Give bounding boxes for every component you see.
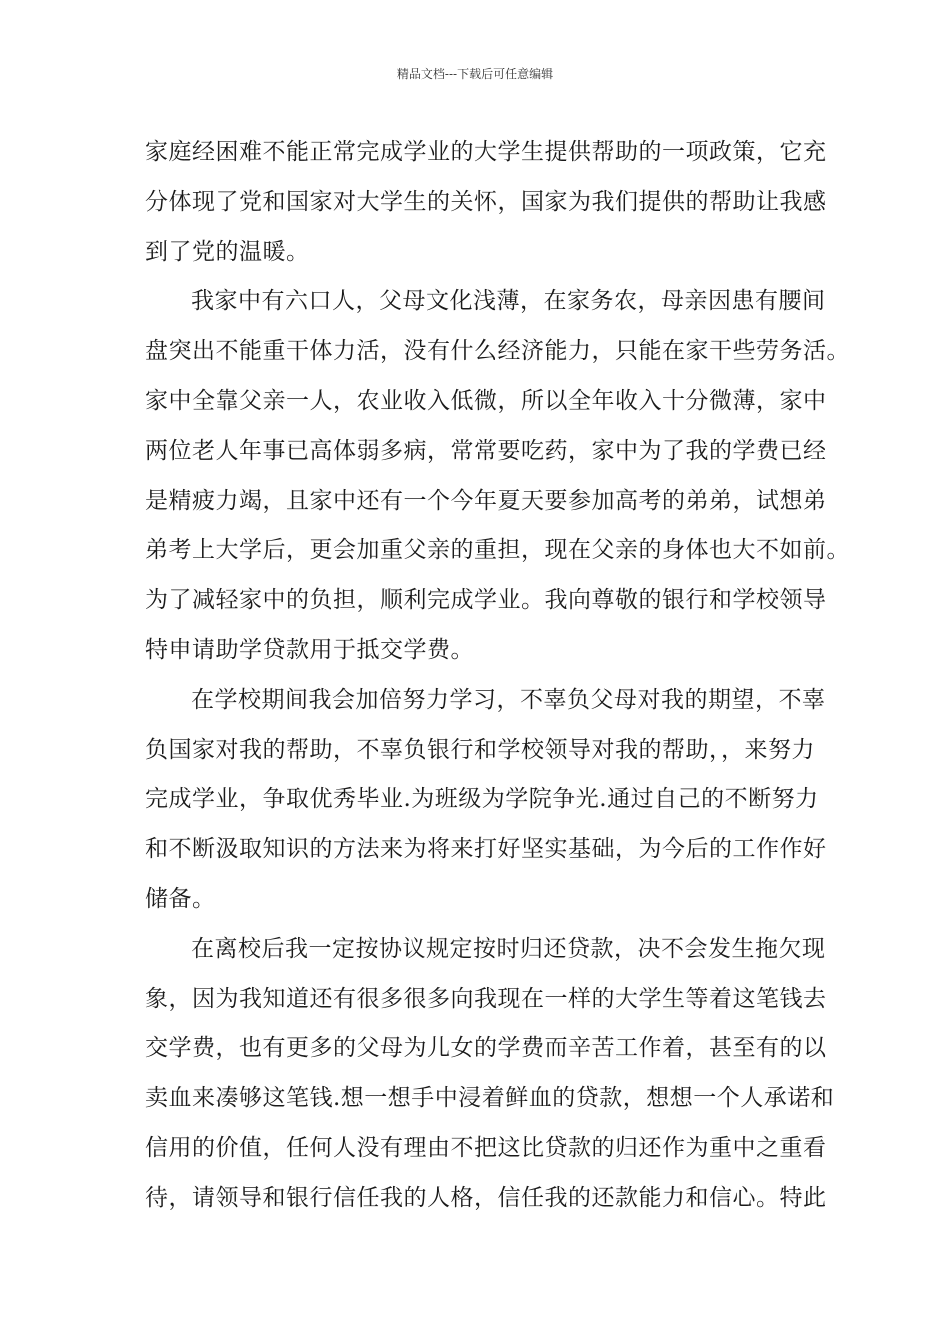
text-line: 负国家对我的帮助，不辜负银行和学校领导对我的帮助，，来努力 — [145, 736, 815, 763]
text-line: 家中全靠父亲一人，农业收入低微，所以全年收入十分微薄，家中 — [145, 387, 827, 414]
text-line: 象，因为我知道还有很多很多向我现在一样的大学生等着这笔钱去 — [145, 985, 827, 1012]
text-line: 卖血来凑够这笔钱.想一想手中浸着鲜血的贷款，想想一个人承诺和 — [145, 1085, 835, 1112]
text-line: 完成学业，争取优秀毕业.为班级为学院争光.通过自己的不断努力 — [145, 786, 819, 813]
text-line: 交学费，也有更多的父母为儿女的学费而辛苦工作着，甚至有的以 — [145, 1035, 827, 1062]
paragraph-2 — [145, 277, 850, 675]
text-line: 家庭经困难不能正常完成学业的大学生提供帮助的一项政策，它充 — [145, 139, 827, 165]
page-header: 精品文档---下载后可任意编辑 — [396, 67, 554, 81]
paragraph-1 — [145, 128, 827, 277]
text-line: 弟考上大学后，更会加重父亲的重担，现在父亲的身体也大不如前。 — [145, 537, 850, 564]
text-line: 两位老人年事已高体弱多病，常常要吃药，家中为了我的学费已经 — [145, 437, 827, 464]
text-line: 储备。 — [145, 885, 216, 912]
paragraph-3 — [145, 676, 827, 925]
text-line: 在学校期间我会加倍努力学习，不辜负父母对我的期望，不辜 — [191, 686, 826, 713]
text-line: 到了党的温暖。 — [145, 238, 310, 265]
text-line: 和不断汲取知识的方法来为将来打好坚实基础，为今后的工作作好 — [145, 836, 827, 863]
text-line: 分体现了党和国家对大学生的关怀，国家为我们提供的帮助让我感 — [145, 188, 827, 215]
text-line: 盘突出不能重干体力活，没有什么经济能力，只能在家干些劳务活。 — [145, 338, 850, 365]
text-line: 信用的价值，任何人没有理由不把这比贷款的归还作为重中之重看 — [145, 1134, 827, 1161]
text-line: 为了减轻家中的负担，顺利完成学业。我向尊敬的银行和学校领导 — [145, 587, 827, 614]
document-body — [145, 128, 850, 1224]
text-line: 待，请领导和银行信任我的人格，信任我的还款能力和信心。特此 — [145, 1184, 827, 1211]
text-line: 特申请助学贷款用于抵交学费。 — [145, 636, 474, 663]
paragraph-4 — [145, 925, 835, 1224]
text-line: 我家中有六口人，父母文化浅薄，在家务农，母亲因患有腰间 — [191, 288, 826, 315]
text-line: 是精疲力竭，且家中还有一个今年夏天要参加高考的弟弟，试想弟 — [145, 487, 827, 514]
text-line: 在离校后我一定按协议规定按时归还贷款，决不会发生拖欠现 — [191, 935, 826, 962]
